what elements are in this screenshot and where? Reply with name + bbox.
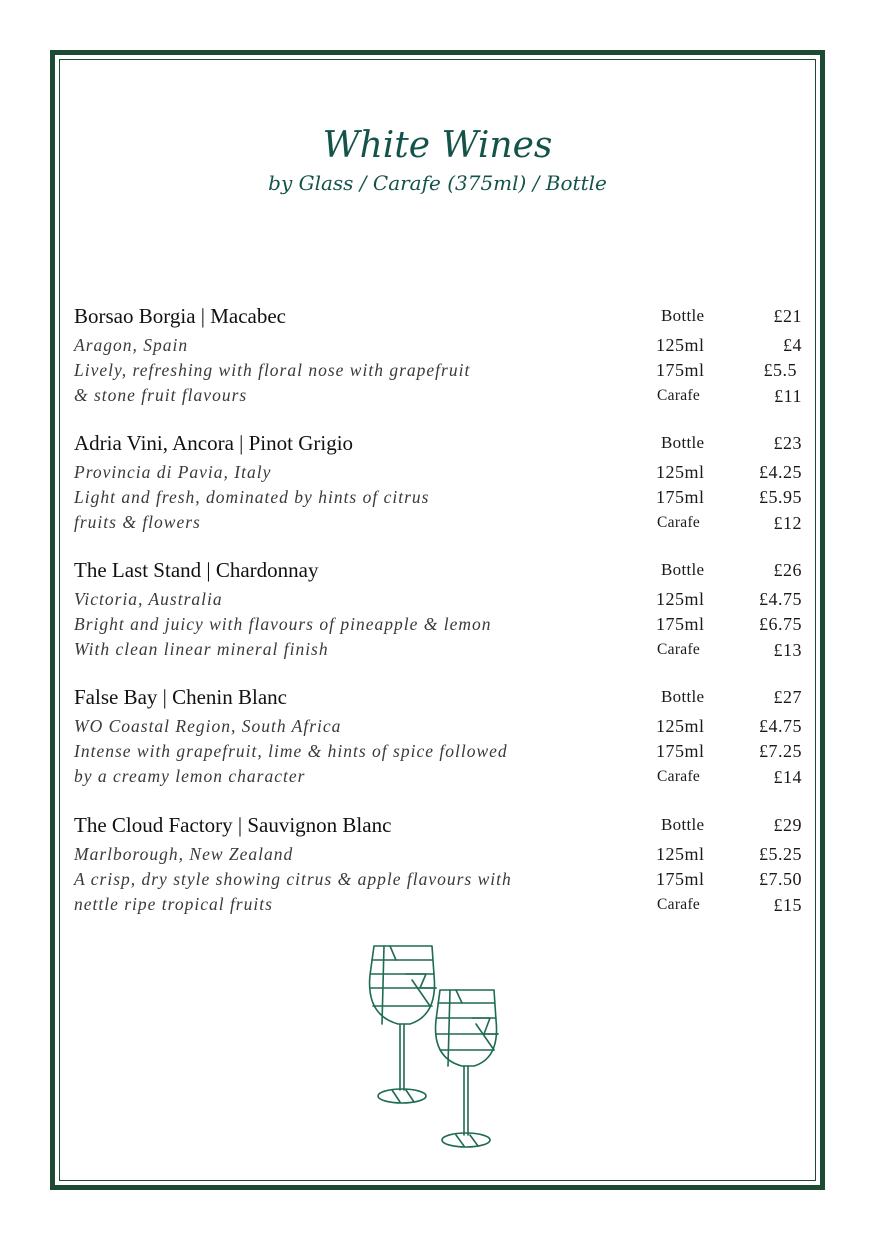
size-carafe: Carafe: [657, 514, 701, 531]
size-125ml: 125ml: [656, 462, 705, 482]
wine-entry: [74, 429, 802, 539]
price-125ml: £4.25: [759, 462, 802, 482]
size-carafe: Carafe: [657, 387, 701, 404]
size-carafe: Carafe: [657, 768, 701, 785]
price-125ml: £4: [783, 335, 802, 355]
price-175ml: £7.25: [759, 741, 802, 761]
price-carafe: £13: [773, 640, 802, 660]
wine-description-line: Bright and juicy with flavours of pineapple & lemon: [74, 614, 492, 634]
size-175ml: 175ml: [656, 614, 705, 634]
size-125ml: 125ml: [656, 589, 705, 609]
price-175ml: £5.95: [759, 487, 802, 507]
size-bottle: Bottle: [661, 560, 705, 579]
page-subtitle: by Glass / Carafe (375ml) / Bottle: [268, 171, 607, 195]
price-carafe: £14: [773, 767, 802, 787]
price-125ml: £4.75: [759, 716, 802, 736]
size-bottle: Bottle: [661, 815, 705, 834]
price-175ml: £7.50: [759, 869, 802, 889]
wine-description-line: by a creamy lemon character: [74, 766, 306, 786]
wine-description-line: With clean linear mineral finish: [74, 639, 329, 659]
wine-description-line: Intense with grapefruit, lime & hints of spice followed: [74, 741, 508, 761]
wine-entry: [74, 302, 802, 412]
wine-name: The Cloud Factory | Sauvignon Blanc: [74, 813, 392, 837]
wine-region: WO Coastal Region, South Africa: [74, 716, 342, 736]
size-125ml: 125ml: [656, 844, 705, 864]
price-carafe: £12: [773, 513, 802, 533]
price-175ml: £6.75: [759, 614, 802, 634]
wine-glasses-icon: [360, 940, 510, 1155]
price-125ml: £5.25: [759, 844, 802, 864]
wine-description-line: fruits & flowers: [74, 512, 201, 532]
wine-entry: [74, 683, 802, 793]
wine-region: Provincia di Pavia, Italy: [74, 462, 272, 482]
price-bottle: £21: [773, 306, 802, 326]
size-175ml: 175ml: [656, 360, 705, 380]
wine-description-line: & stone fruit flavours: [74, 385, 248, 405]
price-carafe: £11: [774, 386, 802, 406]
wine-region: Aragon, Spain: [74, 335, 189, 355]
size-125ml: 125ml: [656, 335, 705, 355]
size-175ml: 175ml: [656, 741, 705, 761]
price-bottle: £27: [773, 687, 802, 707]
size-bottle: Bottle: [661, 433, 705, 452]
price-bottle: £26: [773, 560, 802, 580]
price-bottle: £23: [773, 433, 802, 453]
wine-description-line: Lively, refreshing with floral nose with grapefruit: [74, 360, 471, 380]
wine-entry: [74, 556, 802, 666]
wine-name: The Last Stand | Chardonnay: [74, 558, 319, 582]
size-125ml: 125ml: [656, 716, 705, 736]
price-125ml: £4.75: [759, 589, 802, 609]
size-carafe: Carafe: [657, 641, 701, 658]
size-175ml: 175ml: [656, 869, 705, 889]
wine-description-line: Light and fresh, dominated by hints of citrus: [74, 487, 430, 507]
wine-region: Victoria, Australia: [74, 589, 223, 609]
price-carafe: £15: [773, 895, 802, 915]
wine-region: Marlborough, New Zealand: [74, 844, 294, 864]
size-carafe: Carafe: [657, 896, 701, 913]
wine-description-line: A crisp, dry style showing citrus & apple flavours with: [74, 869, 512, 889]
wine-name: False Bay | Chenin Blanc: [74, 685, 288, 709]
size-bottle: Bottle: [661, 306, 705, 325]
wine-name: Borsao Borgia | Macabec: [74, 304, 286, 328]
wine-entry: [74, 811, 802, 921]
wine-description-line: nettle ripe tropical fruits: [74, 894, 273, 914]
page-title: White Wines: [322, 125, 553, 166]
size-bottle: Bottle: [661, 687, 705, 706]
size-175ml: 175ml: [656, 487, 705, 507]
price-bottle: £29: [773, 815, 802, 835]
price-175ml: £5.5: [763, 360, 797, 380]
wine-name: Adria Vini, Ancora | Pinot Grigio: [74, 431, 354, 455]
